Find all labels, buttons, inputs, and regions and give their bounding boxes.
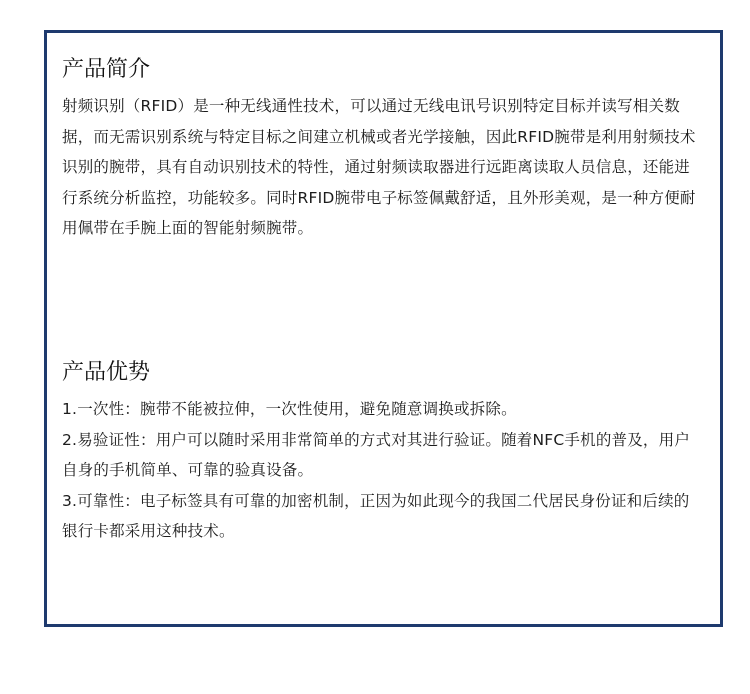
advantage-item-2: 2.易验证性：用户可以随时采用非常简单的方式对其进行验证。随着NFC手机的普及，用户自身的手机简单、可靠的验真设备。	[62, 430, 691, 480]
intro-body: 射频识别（RFID）是一种无线通性技术，可以通过无线电讯号识别特定目标并读写相关数据，而无需识别系统与特定目标之间建立机械或者光学接触，因此RFID腕带是利用射频技术识别的腕带，具有自动识别技术的特性，通过射频读取器进行远距离读取人员信息，还能进行系统分析监控，功能较多。同时RFID腕带电子标签佩戴舒适，且外形美观，是一种方便耐用佩带在手腕上面的智能射频腕带。	[62, 97, 696, 238]
content-frame	[44, 30, 723, 627]
intro-section	[62, 55, 702, 244]
advantage-item-3: 3.可靠性：电子标签具有可靠的加密机制，正因为如此现今的我国二代居民身份证和后续的银行卡都采用这种技术。	[62, 491, 690, 541]
advantages-list	[62, 394, 702, 547]
advantages-section	[62, 358, 702, 547]
intro-title: 产品简介	[62, 57, 151, 82]
advantages-title: 产品优势	[62, 360, 151, 385]
advantage-item-1: 1.一次性：腕带不能被拉伸，一次性使用，避免随意调换或拆除。	[62, 400, 517, 418]
